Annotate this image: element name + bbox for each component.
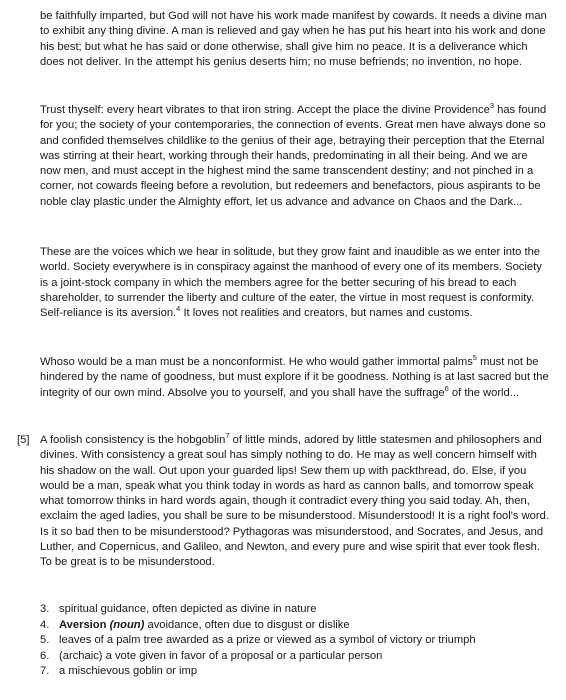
footnote-text: spiritual guidance, often depicted as divine in nature [59,603,317,615]
footnote-item [40,602,555,617]
footnote-item [40,618,555,633]
footnote-marker: 4 [176,304,181,314]
footnote-text: avoidance, often due to disgust or dislike [144,618,350,631]
footnote-number: 5. [40,634,50,647]
footnote-number: 3. [40,603,50,615]
footnote-term: Aversion [59,618,110,631]
paragraph: A foolish consistency is the hobgoblin$^7$ of little minds, adored by little statesmen and philosophers and divines. With consistency a great soul has simply nothing to do. He may as well concern himself with his shadow on the wall. Out upon your guarded lips! Sew them up with packthread, do. Else, if you would be a man, speak what you think today in words as hard as cannon balls, and tomorrow speak what tomorrow thinks in hard words again, though it contradict every thing you said today. Ah, then, exclaim the aged ladies, you shall be sure to be misunderstood. Misunderstood! It is a right fool's word. Is it so bad then to be misunderstood? Pythagoras was misunderstood, and Socrates, and Jesus, and Luther, and Copernicus, and Galileo, and Newton, and every pure and wise spirit that ever took flesh. To be great is to be misunderstood. [40,431,549,569]
footnote-part-of-speech: (noun) [109,618,145,631]
paragraph: These are the voices which we hear in solitude, but they grow faint and inaudible as we enter into the world. Society everywhere is in conspiracy against the manhood of every one of its members. Society is a joint-stock company in which the members agree for the better securing of his bread to each shareholder, to surrender the liberty and culture of the eater, the virtue in most request is conformity. Self-reliance is its aversion.$^4$ It loves not realities and creators, but names and customs. [40,246,542,320]
footnote-number: 4. [40,618,50,631]
footnote-item [40,633,555,648]
paragraph: Whoso would be a man must be a nonconformist. He who would gather immortal palms$^5$ must not be hindered by the name of goodness, but must explore if it be goodness. Nothing is at last sacred but the integrity of our own mind. Absolve you to yourself, and you shall have the suffrage$^6$ of the world... [40,353,549,399]
footnote-marker: 7 [225,431,230,440]
paragraph: Trust thyself: every heart vibrates to that iron string. Accept the place the divine Providence$^3$ has found for you; the society of your contemporaries, the connection of events. Great men have always done so and confided themselves childlike to the genius of their age, betraying their perception that the Eternal was stirring at their heart, working through their hands, predominating in all their being. And we are now men, and must accept in the highest mind the same transcendent destiny; and not pinched in a corner, not cowards fleeing before a revolution, but redeemers and benefactors, pious aspirants to be noble clay plastic under the Almighty effort, let us advance and advance on Chaos and the Dark... [40,101,547,208]
paragraph: be faithfully imparted, but God will not have his work made manifest by cowards. It needs a divine man to exhibit any thing divine. A man is relieved and gay when he has put his heart into his work and done his best; but what he has said or done otherwise, shall give him no peace. It is a deliverance which does not deliver. In the attempt his genius deserts him; no muse befriends; no invention, no hope. [40,10,547,68]
footnote-marker: 6 [444,383,449,393]
footnote-item [40,649,555,664]
footnote-item [40,664,555,679]
footnote-number: 6. [40,649,50,662]
footnote-text: leaves of a palm tree awarded as a prize or viewed as a symbol of victory or triumph [59,634,476,647]
line-number: [5] [17,434,30,446]
footnote-text: (archaic) a vote given in favor of a proposal or a particular person [59,649,383,662]
footnote-marker: 5 [472,353,477,362]
footnote-text: a mischievous goblin or imp [59,665,198,678]
footnote-number: 7. [40,665,50,678]
footnote-marker: 3 [489,101,494,110]
